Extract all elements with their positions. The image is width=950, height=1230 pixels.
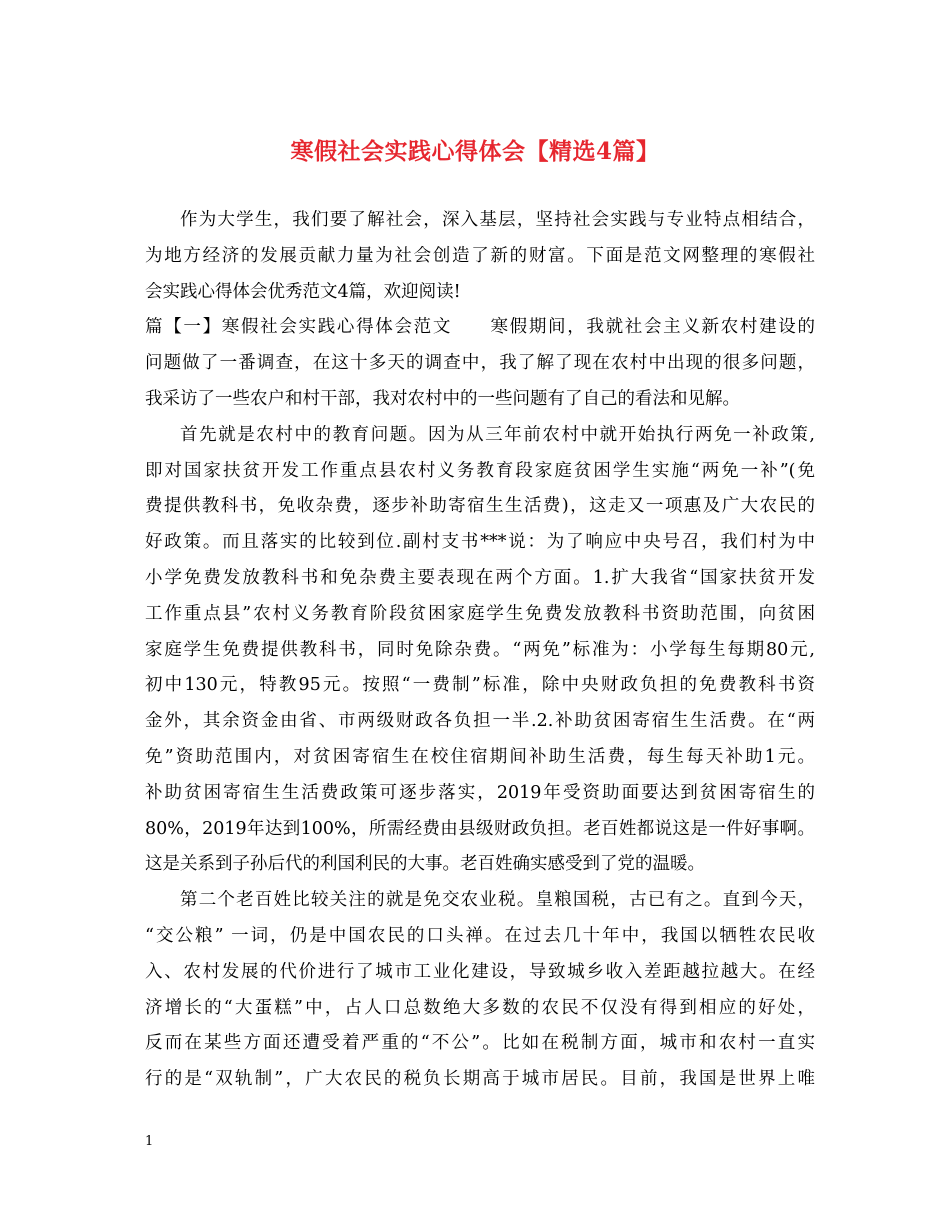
paragraph-line: 好政策。而且落实的比较到位.副村支书***说：为了响应中央号召，我们村为中 — [145, 532, 815, 553]
paragraph-line: 初中130元，特教95元。按照“一费制”标准，除中央财政负担的免费教科书资 — [145, 675, 815, 696]
document-body — [145, 203, 815, 1098]
paragraph-line: 作为大学生，我们要了解社会，深入基层，坚持社会实践与专业特点相结合， — [180, 210, 815, 230]
paragraph-line: 反而在某些方面还遭受着严重的“不公”。比如在税制方面，城市和农村一直实 — [145, 1033, 815, 1054]
paragraph-line: 家庭学生免费提供教科书，同时免除杂费。“两免”标准为：小学每生每期80元, — [145, 639, 815, 660]
paragraph-line: 80%，2019年达到100%，所需经费由县级财政负担。老百姓都说这是一件好事啊。 — [145, 818, 815, 839]
paragraph-line: 问题做了一番调查，在这十多天的调查中，我了解了现在农村中出现的很多问题， — [145, 353, 815, 374]
paragraph-line: “交公粮” 一词，仍是中国农民的口头禅。在过去几十年中，我国以牺牲农民收 — [145, 925, 815, 946]
paragraph-line: 小学免费发放教科书和免杂费主要表现在两个方面。1.扩大我省“国家扶贫开发 — [145, 567, 815, 588]
paragraph-line: 行的是“双轨制”，广大农民的税负长期高于城市居民。目前，我国是世界上唯 — [145, 1069, 815, 1090]
paragraph-line: 为地方经济的发展贡献力量为社会创造了新的财富。下面是范文网整理的寒假社 — [145, 245, 815, 266]
page-number: 1 — [145, 1134, 154, 1149]
paragraph-line: 这是关系到子孙后代的利国利民的大事。老百姓确实感受到了党的温暖。 — [145, 854, 705, 875]
document-title: 寒假社会实践心得体会【精选4篇】 — [290, 138, 660, 165]
paragraph-line: 会实践心得体会优秀范文4篇，欢迎阅读! — [145, 281, 461, 302]
paragraph-line: 第二个老百姓比较关注的就是免交农业税。皇粮国税，古已有之。直到今天， — [180, 890, 815, 911]
paragraph-line: 工作重点县”农村义务教育阶段贫困家庭学生免费发放教科书资助范围，向贫困 — [145, 603, 815, 624]
paragraph-line: 免”资助范围内，对贫困寄宿生在校住宿期间补助生活费，每生每天补助1元。 — [145, 746, 815, 767]
paragraph-line: 济增长的“大蛋糕”中，占人口总数绝大多数的农民不仅没有得到相应的好处， — [145, 997, 815, 1018]
paragraph-line: 篇【一】寒假社会实践心得体会范文 寒假期间，我就社会主义新农村建设的 — [145, 317, 815, 338]
paragraph-line: 补助贫困寄宿生生活费政策可逐步落实，2019年受资助面要达到贫困寄宿生的 — [145, 782, 815, 803]
paragraph-line: 费提供教科书，免收杂费，逐步补助寄宿生生活费)，这走又一项惠及广大农民的 — [145, 496, 815, 517]
paragraph-line: 入、农村发展的代价进行了城市工业化建设，导致城乡收入差距越拉越大。在经 — [145, 961, 815, 982]
paragraph-line: 我采访了一些农户和村干部，我对农村中的一些问题有了自己的看法和见解。 — [145, 388, 740, 409]
paragraph-line: 首先就是农村中的教育问题。因为从三年前农村中就开始执行两免一补政策, — [180, 424, 815, 445]
paragraph-line: 金外，其余资金由省、市两级财政各负担一半.2.补助贫困寄宿生生活费。在“两 — [145, 711, 815, 732]
paragraph-line: 即对国家扶贫开发工作重点县农村义务教育段家庭贫困学生实施“两免一补”(免 — [145, 460, 815, 481]
